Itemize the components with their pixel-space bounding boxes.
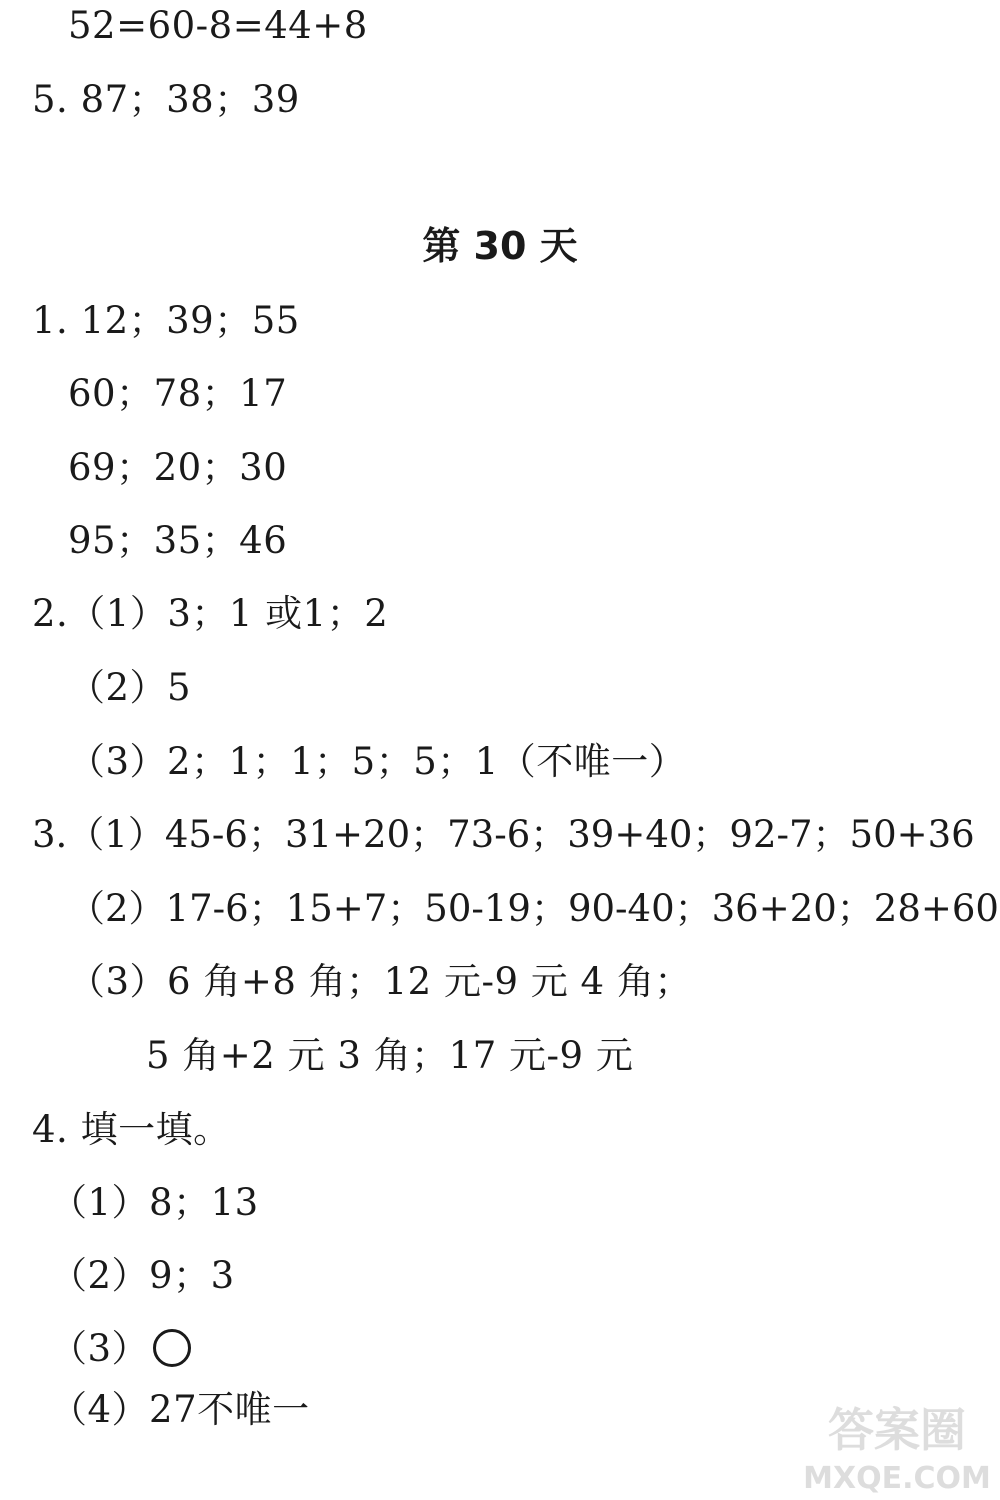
answer-line: （2）9；3	[50, 1254, 235, 1297]
answer-line: （4）27不唯一	[50, 1388, 310, 1431]
answer-line: 52=60-8=44+8	[68, 4, 368, 47]
section-title: 第 30 天	[422, 224, 578, 268]
answer-line: 69；20；30	[68, 446, 288, 489]
answer-line: 4. 填一填。	[32, 1108, 231, 1151]
answer-line: 2.（1）3；1 或1；2	[32, 592, 389, 635]
answer-line: （1）8；13	[50, 1181, 259, 1224]
watermark	[802, 1404, 992, 1496]
answer-line: 60；78；17	[68, 372, 288, 415]
answer-line: （3）2；1；1；5；5；1（不唯一）	[68, 740, 687, 783]
answer-line: （2）17-6；15+7；50-19；90-40；36+20；28+60	[68, 887, 999, 930]
answer-line: 1. 12；39；55	[32, 299, 300, 342]
watermark-url: MXQE.COM	[803, 1461, 991, 1496]
answer-line: 3.（1）45-6；31+20；73-6；39+40；92-7；50+36	[32, 813, 975, 856]
answer-line: （3）6 角+8 角；12 元-9 元 4 角；	[68, 960, 692, 1003]
answer-line-with-circle	[50, 1327, 191, 1371]
answer-line: （2）5	[68, 666, 192, 709]
circle-icon	[153, 1329, 191, 1367]
watermark-logo-text: 答案圈	[828, 1403, 966, 1457]
answer-line: 5 角+2 元 3 角；17 元-9 元	[146, 1034, 634, 1077]
answer-line: 95；35；46	[68, 519, 288, 562]
answer-line: （3）	[50, 1327, 150, 1370]
answer-line: 5. 87；38；39	[32, 78, 300, 121]
